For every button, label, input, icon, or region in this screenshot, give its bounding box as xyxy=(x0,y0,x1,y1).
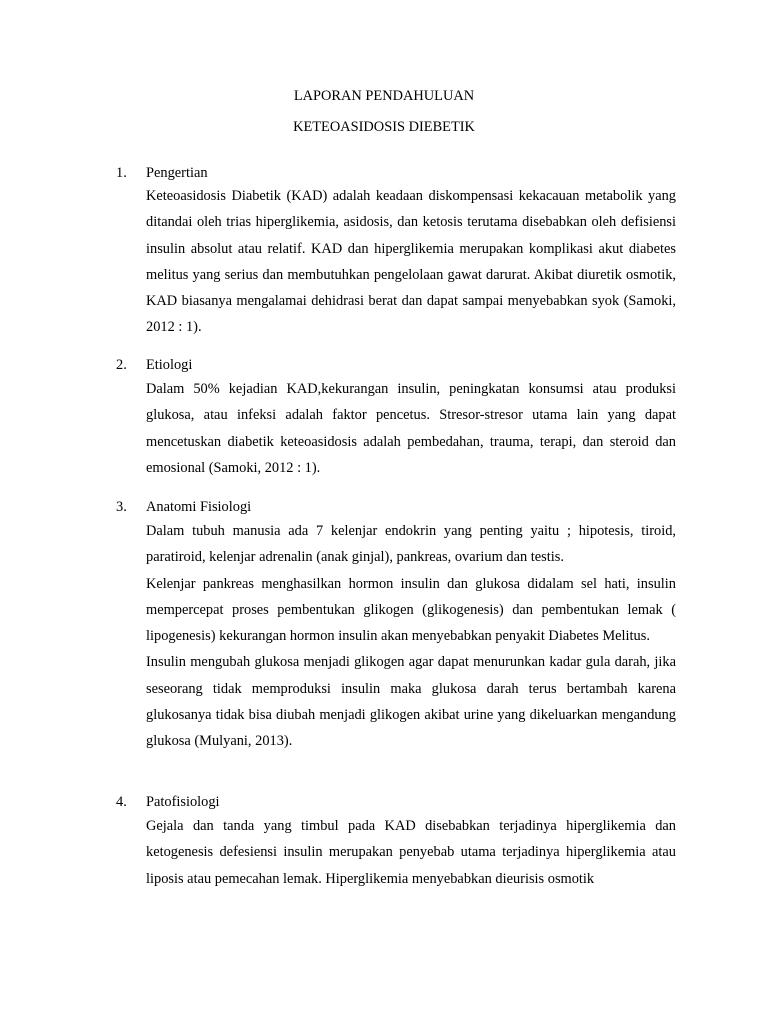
section-heading xyxy=(116,164,208,182)
section-heading xyxy=(116,498,251,516)
document-subtitle: KETEOASIDOSIS DIEBETIK xyxy=(293,119,475,135)
paragraph: Insulin mengubah glukosa menjadi glikogen agar dapat menurunkan kadar gula darah, jika seseorang tidak memproduksi insulin maka glukosa darah terus bertambah karena glukosanya tidak bisa diubah menjadi glikogen akibat urine yang dikeluarkan mengandung glukosa (Mulyani, 2013). xyxy=(146,654,676,750)
section-body xyxy=(146,813,676,892)
section-body xyxy=(146,376,676,481)
section-heading xyxy=(116,356,192,374)
section-body xyxy=(146,183,676,341)
section-heading-text: Pengertian xyxy=(146,165,208,181)
section-heading-text: Patofisiologi xyxy=(146,794,220,810)
section-heading-text: Anatomi Fisiologi xyxy=(146,499,252,515)
paragraph: Kelenjar pankreas menghasilkan hormon insulin dan glukosa didalam sel hati, insulin mempercepat proses pembentukan glikogen (glikogenesis) dan pembentukan lemak ( lipogenesis) kekurangan hormon insulin akan menyebabkan penyakit Diabetes Melitus. xyxy=(146,575,676,645)
paragraph: Dalam 50% kejadian KAD,kekurangan insulin, peningkatan konsumsi atau produksi glukosa, atau infeksi adalah faktor pencetus. Stresor-stresor utama lain yang dapat mencetuskan diabetik keteoasidosis adalah pembedahan, trauma, terapi, dan steroid dan emosional (Samoki, 2012 : 1). xyxy=(146,381,676,476)
section-number: 1. xyxy=(116,165,127,181)
paragraph: Gejala dan tanda yang timbul pada KAD disebabkan terjadinya hiperglikemia dan ketogenesis defesiensi insulin merupakan penyebab utama terjadinya hiperglikemia atau liposis atau pemecahan lemak. Hiperglikemia menyebabkan dieurisis osmotik xyxy=(146,818,676,887)
section-body xyxy=(146,518,676,755)
paragraph: Keteoasidosis Diabetik (KAD) adalah keadaan diskompensasi kekacauan metabolik yang ditandai oleh trias hiperglikemia, asidosis, dan ketosis terutama disebabkan oleh defisiensi insulin absolut atau relatif. KAD dan hiperglikemia merupakan komplikasi akut diabetes melitus yang serius dan membutuhkan pengelolaan gawat darurat. Akibat diuretik osmotik, KAD biasanya mengalamai dehidrasi berat dan dapat sampai menyebabkan syok (Samoki, 2012 : 1). xyxy=(146,188,676,336)
section-heading xyxy=(116,793,220,811)
section-number: 3. xyxy=(116,499,127,515)
paragraph: Dalam tubuh manusia ada 7 kelenjar endokrin yang penting yaitu ; hipotesis, tiroid, paratiroid, kelenjar adrenalin (anak ginjal), pankreas, ovarium dan testis. xyxy=(146,523,676,566)
document-title: LAPORAN PENDAHULUAN xyxy=(293,88,475,104)
section-heading-text: Etiologi xyxy=(146,357,193,373)
section-number: 4. xyxy=(116,794,127,810)
section-number: 2. xyxy=(116,357,127,373)
